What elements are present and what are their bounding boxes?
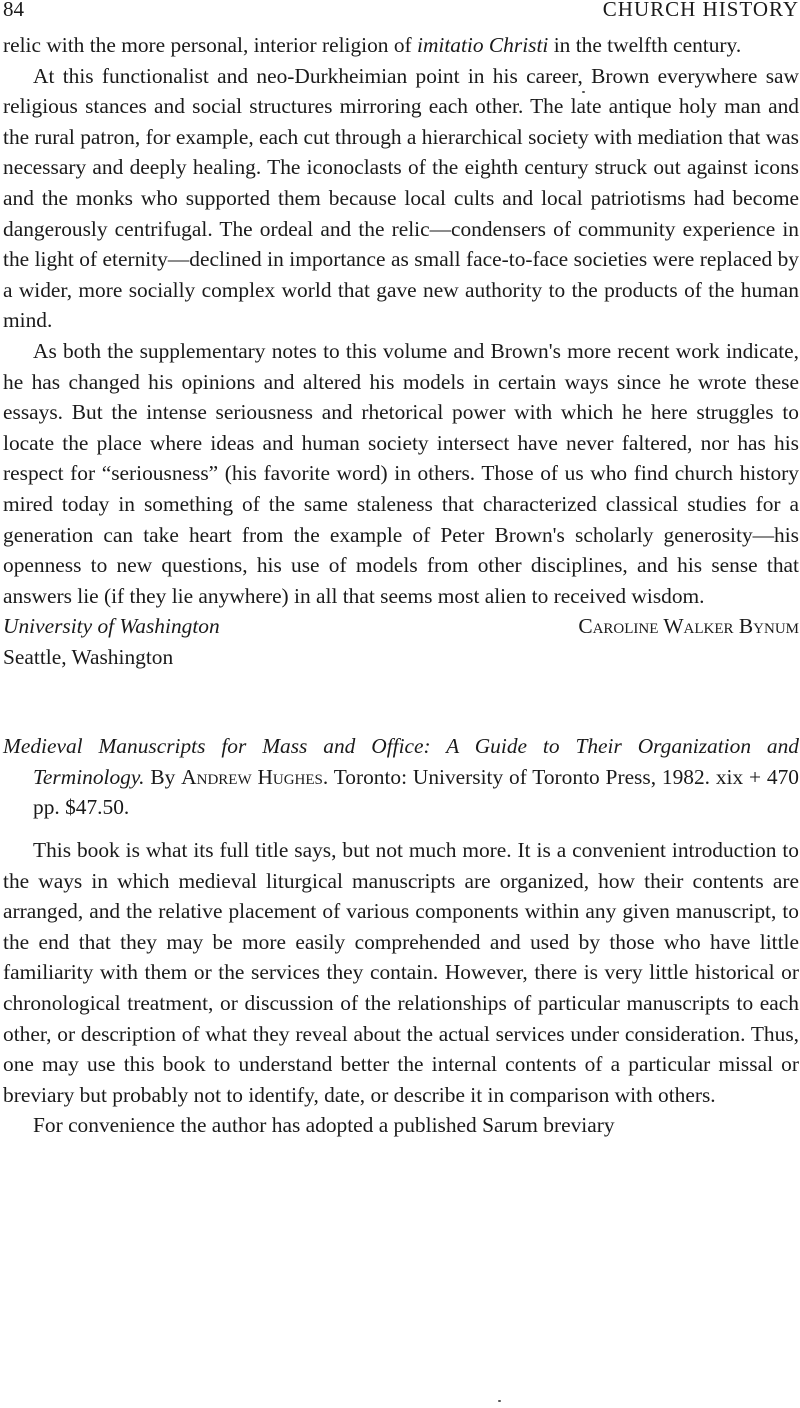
continuation-italic-term: imitatio Christi	[417, 33, 549, 57]
review-1-paragraph-2: At this functionalist and neo-Durkheimian point in his career, Brown everywhere saw religious stances and social structures mirroring each other. The late antique holy man and the rural patron, for example, each cut through a hierarchical society with mediation that was necessary and deeply healing. The iconoclasts of the eighth century struck out against icons and the monks who supported them because local cults and local patriotisms had become dangerously centrifugal. The ordeal and the relic—condensers of community experience in the light of eternity—declined in importance as small face-to-face societies were replaced by a wider, more socially complex world that gave new authority to the products of the human mind.	[3, 63, 799, 333]
continuation-text: relic with the more personal, interior religion of	[3, 33, 418, 57]
review-1-body	[3, 30, 799, 611]
continuation-text-end: in the twelfth century.	[548, 33, 742, 57]
book-author: Andrew Hughes	[181, 764, 323, 789]
journal-page	[3, 0, 799, 1141]
reviewer-institution: University of Washington	[3, 614, 220, 639]
review-2-heading	[3, 731, 799, 823]
continuation-paragraph	[3, 30, 799, 61]
journal-title: CHURCH HISTORY	[602, 0, 799, 21]
book-title: Medieval Manuscripts for Mass and Office: A Guide to Their Organization and Terminology.	[3, 734, 799, 789]
scan-speck	[582, 91, 585, 93]
review-1-paragraph-3: As both the supplementary notes to this volume and Brown's more recent work indicate, he has changed his opinions and altered his models in certain ways since he wrote these essays. But the intense seriousness and rhetorical power with which he here struggles to locate the place where ideas and human society intersect have never faltered, nor has his respect for “seriousness” (his favorite word) in others. Those of us who find church history mired today in something of the same staleness that characterized classical studies for a generation can take heart from the example of Peter Brown's scholarly generosity—his openness to new questions, his use of models from other disciplines, and his sense that answers lie (if they lie anywhere) in all that seems most alien to received wisdom.	[3, 338, 799, 608]
page-number: 84	[3, 0, 24, 21]
running-head	[3, 0, 799, 30]
heading-by: By	[144, 764, 182, 789]
scan-speck	[498, 1400, 501, 1402]
publication-details: . Toronto: University of Toronto Press, 1982. xix + 470 pp. $47.50.	[33, 764, 799, 820]
review-2-body	[3, 835, 799, 1141]
reviewer-location: Seattle, Washington	[3, 644, 174, 669]
reviewer-affiliation	[3, 611, 220, 672]
review-2-paragraph-1: This book is what its full title says, but not much more. It is a convenient introduction to the ways in which medieval liturgical manuscripts are organized, how their contents are arranged, and the relative placement of various components within any given manuscript, to the end that they may be more easily comprehended and used by those who have little familiarity with them or the services they contain. However, there is very little historical or chronological treatment, or discussion of the relationships of particular manuscripts to each other, or description of what they reveal about the actual services under consideration. Thus, one may use this book to understand better the internal contents of a particular missal or breviary but probably not to identify, date, or describe it in comparison with others.	[3, 838, 799, 1107]
review-signature	[3, 611, 799, 673]
review-2-paragraph-2: For convenience the author has adopted a published Sarum breviary	[33, 1113, 615, 1138]
reviewer-name: Caroline Walker Bynum	[578, 614, 799, 639]
